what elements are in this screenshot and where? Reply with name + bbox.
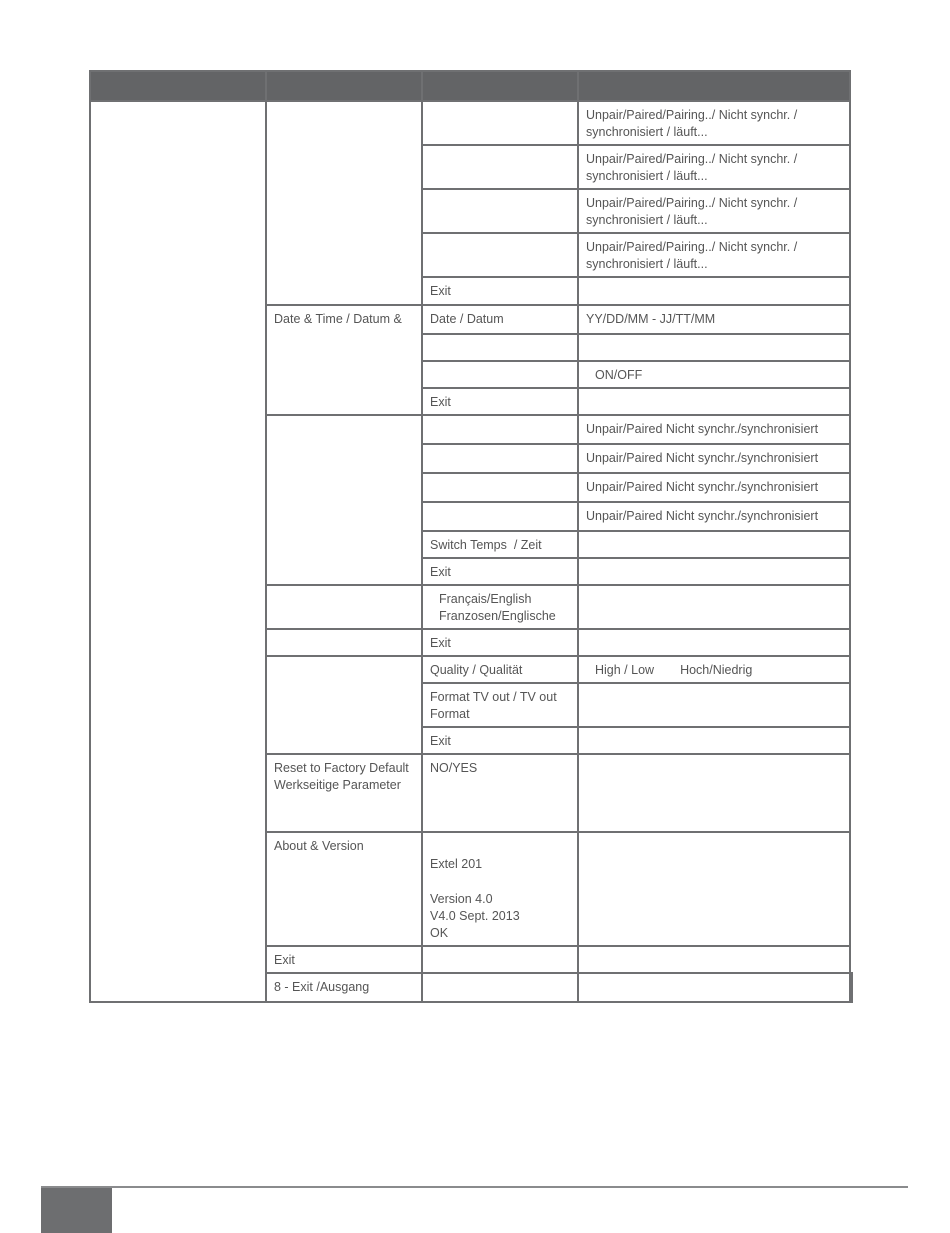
- level2-cell-empty: [266, 415, 422, 585]
- level3-cell-empty: [422, 415, 578, 444]
- page-number-tab: [41, 1188, 112, 1233]
- exit-cell: Exit: [422, 629, 578, 656]
- table-header-row: [90, 71, 852, 101]
- quality-cell: Quality / Qualität: [422, 656, 578, 683]
- no-yes-cell: NO/YES: [422, 754, 578, 832]
- value-cell-empty: [850, 973, 852, 1002]
- value-cell-empty: [578, 946, 850, 973]
- value-cell-empty: [578, 683, 850, 727]
- value-cell-empty: [578, 277, 850, 305]
- header-cell-1: [90, 71, 266, 101]
- table-row: [90, 101, 852, 145]
- level3-cell-empty: [422, 946, 578, 973]
- level3-cell-empty: [422, 233, 578, 277]
- level3-cell-empty: [422, 334, 578, 361]
- level2-cell-empty: [266, 101, 422, 305]
- value-cell-empty: [578, 727, 850, 754]
- date-time-cell: Date & Time / Datum &: [266, 305, 422, 415]
- level3-cell-empty: [422, 444, 578, 473]
- value-cell-empty: [578, 754, 850, 832]
- value-cell-empty: [578, 334, 850, 361]
- pairing-status-cell: Unpair/Paired/Pairing../ Nicht synchr. / synchronisiert / läuft...: [578, 101, 850, 145]
- pairing-status-cell: Unpair/Paired/Pairing../ Nicht synchr. / synchronisiert / läuft...: [578, 145, 850, 189]
- value-cell-empty: [578, 558, 850, 585]
- reset-factory-cell: Reset to Factory Default Werkseitige Parameter: [266, 754, 422, 832]
- on-off-cell: ON/OFF: [578, 361, 850, 388]
- level2-cell-empty: [422, 973, 578, 1002]
- about-version-cell: About & Version: [266, 832, 422, 946]
- language-cell: Français/English Franzosen/Englische: [422, 585, 578, 629]
- version-info-cell: Extel 201 Version 4.0 V4.0 Sept. 2013 OK: [422, 832, 578, 946]
- format-tv-cell: Format TV out / TV out Format: [422, 683, 578, 727]
- quality-values-cell: High / Low Hoch/Niedrig: [578, 656, 850, 683]
- level3-cell-empty: [578, 973, 850, 1002]
- exit-cell: Exit: [422, 388, 578, 415]
- header-cell-4: [578, 71, 850, 101]
- value-cell-empty: [578, 585, 850, 629]
- level2-cell-empty: [266, 656, 422, 754]
- value-cell-empty: [578, 388, 850, 415]
- value-cell-empty: [578, 531, 850, 558]
- date-label-cell: Date / Datum: [422, 305, 578, 334]
- level3-cell-empty: [422, 502, 578, 531]
- pairing-status-cell: Unpair/Paired/Pairing../ Nicht synchr. / synchronisiert / läuft...: [578, 189, 850, 233]
- pairing-status-cell: Unpair/Paired/Pairing../ Nicht synchr. / synchronisiert / läuft...: [578, 233, 850, 277]
- pairing-status-cell: Unpair/Paired Nicht synchr./synchronisiert: [578, 502, 850, 531]
- pairing-status-cell: Unpair/Paired Nicht synchr./synchronisiert: [578, 444, 850, 473]
- date-format-cell: YY/DD/MM - JJ/TT/MM: [578, 305, 850, 334]
- exit-ausgang-cell: 8 - Exit /Ausgang: [266, 973, 422, 1002]
- exit-cell: Exit: [422, 727, 578, 754]
- header-cell-3: [422, 71, 578, 101]
- footer-divider: [41, 1186, 908, 1188]
- level3-cell-empty: [422, 189, 578, 233]
- level1-cell-empty: [90, 101, 266, 1002]
- level3-cell-empty: [422, 473, 578, 502]
- exit-cell: Exit: [422, 277, 578, 305]
- value-cell-empty: [578, 629, 850, 656]
- level2-cell-empty: [266, 585, 422, 629]
- level3-cell-empty: [422, 101, 578, 145]
- pairing-status-cell: Unpair/Paired Nicht synchr./synchronisiert: [578, 415, 850, 444]
- value-cell-empty: [578, 832, 850, 946]
- level3-cell-empty: [422, 145, 578, 189]
- level3-cell-empty: [422, 361, 578, 388]
- level2-cell-empty: [266, 629, 422, 656]
- exit-cell: Exit: [266, 946, 422, 973]
- pairing-status-cell: Unpair/Paired Nicht synchr./synchronisiert: [578, 473, 850, 502]
- exit-cell: Exit: [422, 558, 578, 585]
- switch-temps-cell: Switch Temps / Zeit: [422, 531, 578, 558]
- header-cell-2: [266, 71, 422, 101]
- menu-structure-table: [89, 70, 853, 1003]
